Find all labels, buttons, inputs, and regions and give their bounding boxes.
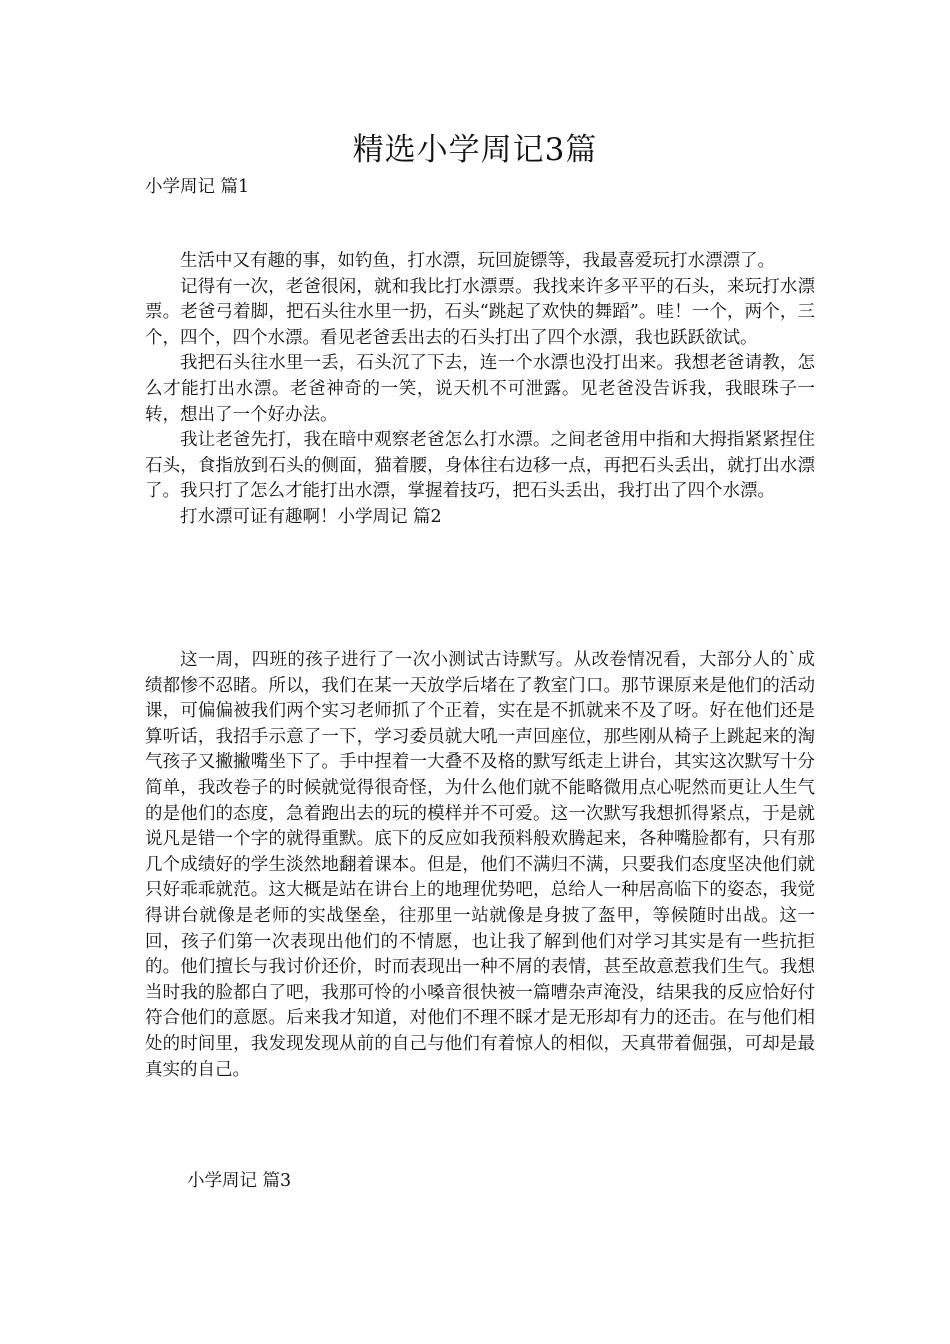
- entry-3-heading: 小学周记 篇3: [187, 1171, 292, 1191]
- entry-1-paragraph: 记得有一次，老爸很闲，就和我比打水漂票。我找来许多平平的石头，来玩打水漂票。老爸弓着脚，把石头往水里一扔，石头“跳起了欢快的舞蹈”。哇！一个，两个，三个，四个，四个水漂。看见老爸丢出去的石头打出了四个水漂，我也跃跃欲试。: [145, 276, 815, 348]
- entry-2-body: [145, 648, 815, 1083]
- document-title: 精选小学周记3篇: [352, 132, 598, 168]
- entry-1-paragraph: 我把石头往水里一丢，石头沉了下去，连一个水漂也没打出来。我想老爸请教，怎么才能打出水漂。老爸神奇的一笑，说天机不可泄露。见老爸没告诉我，我眼珠子一转，想出了一个好办法。: [145, 353, 815, 425]
- entry-1-paragraph: 生活中又有趣的事，如钓鱼，打水漂，玩回旋镖等，我最喜爱玩打水漂漂了。: [180, 251, 775, 271]
- entry-1-body: [145, 249, 815, 531]
- entry-1-heading: 小学周记 篇1: [145, 177, 250, 197]
- entry-1-closing-line: 打水漂可证有趣啊！小学周记 篇2: [180, 506, 442, 527]
- entry-1-paragraph: 我让老爸先打，我在暗中观察老爸怎么打水漂。之间老爸用中指和大拇指紧紧捏住石头，食指放到石头的侧面，猫着腰，身体往右边移一点，再把石头丢出，就打出水漂了。我只打了怎么才能打出水漂，掌握着技巧，把石头丢出，我打出了四个水漂。: [145, 430, 815, 502]
- entry-2-paragraph: 这一周，四班的孩子进行了一次小测试古诗默写。从改卷情况看，大部分人的`成绩都惨不忍睹。所以，我们在某一天放学后堵在了教室门口。那节课原来是他们的活动课，可偏偏被我们两个实习老师抓了个正着，实在是不抓就来不及了呀。好在他们还是算听话，我招手示意了一下，学习委员就大吼一声回座位，那些刚从椅子上跳起来的淘气孩子又撇撇嘴坐下了。手中捏着一大叠不及格的默写纸走上讲台，其实这次默写十分简单，我改卷子的时候就觉得很奇怪，为什么他们就不能略微用点心呢然而更让人生气的是他们的态度，急着跑出去的玩的模样并不可爱。这一次默写我想抓得紧点，于是就说凡是错一个字的就得重默。底下的反应如我预料般欢腾起来，各种嘴脸都有，只有那几个成绩好的学生淡然地翻着课本。但是，他们不满归不满，只要我们态度坚决他们就只好乖乖就范。这大概是站在讲台上的地理优势吧，总给人一种居高临下的姿态，我觉得讲台就像是老师的实战堡垒，往那里一站就像是身披了盔甲，等候随时出战。这一回，孩子们第一次表现出他们的不情愿，也让我了解到他们对学习其实是有一些抗拒的。他们擅长与我讨价还价，时而表现出一种不屑的表情，甚至故意惹我们生气。我想当时我的脸都白了吧，我那可怜的小嗓音很快被一篇嘈杂声淹没，结果我的反应恰好付符合他们的意愿。后来我才知道，对他们不理不睬才是无形却有力的还击。在与他们相处的时间里，我发现发现从前的自己与他们有着惊人的相似，天真带着倔强，可却是最真实的自己。: [145, 650, 815, 1080]
